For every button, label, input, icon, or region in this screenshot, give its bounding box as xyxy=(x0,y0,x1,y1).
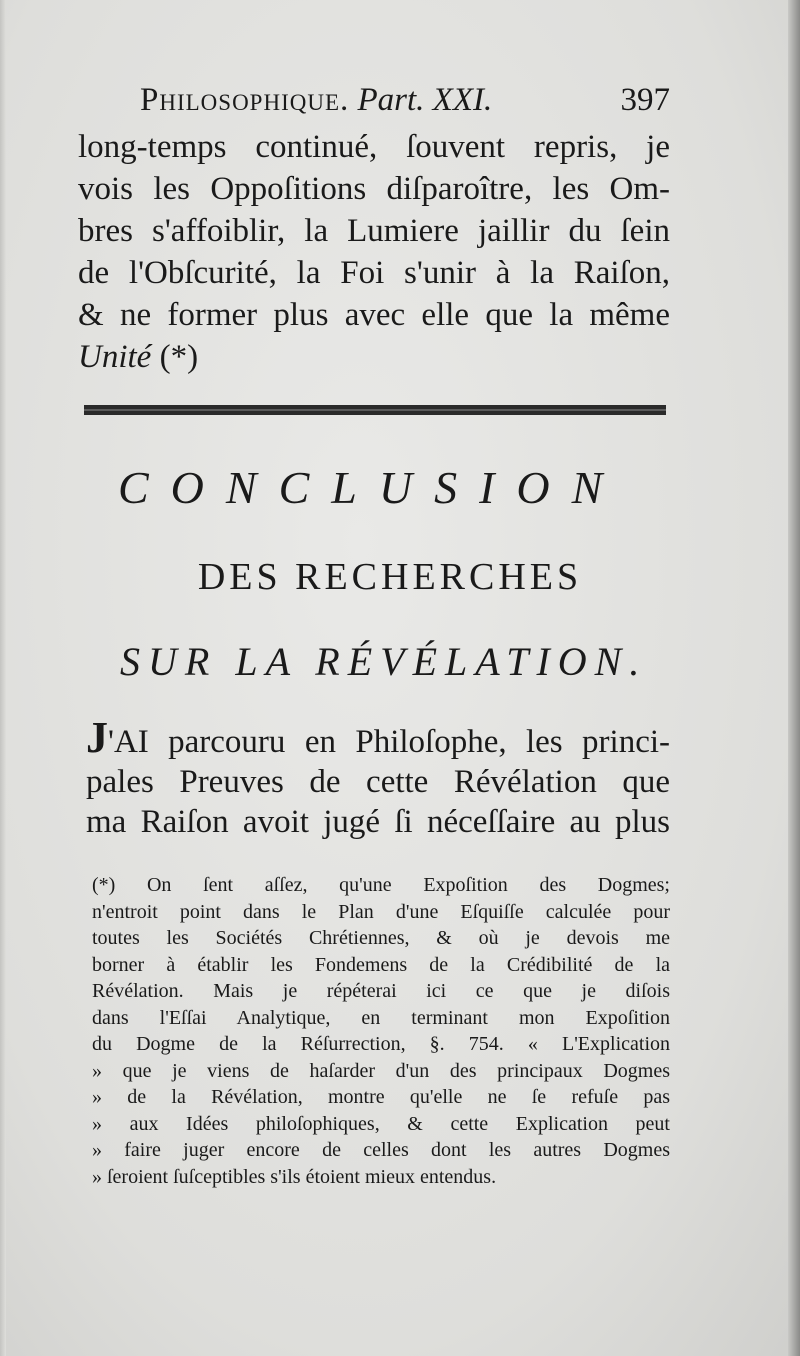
text-line: ma Raiſon avoit jugé ſi néceſſaire au plus xyxy=(86,804,670,840)
text-line: bres s'affoiblir, la Lumiere jaillir du ſein xyxy=(78,213,670,249)
opening-paragraph xyxy=(86,713,670,842)
footnote-line: » ſeroient ſuſceptibles s'ils étoient mieux entendus. xyxy=(92,1165,497,1188)
footnote-line: » faire juger encore de celles dont les autres Dogmes xyxy=(92,1139,670,1161)
footnote-line: borner à établir les Fondemens de la Crédibilité de la xyxy=(92,953,670,976)
part-label: Part. XXI. xyxy=(357,82,493,118)
text-line: de l'Obſcurité, la Foi s'unir à la Raiſon, xyxy=(78,255,670,291)
chapter-title-revelation: SUR LA RÉVÉLATION. xyxy=(120,639,648,684)
running-title: Philosophique. xyxy=(140,82,350,118)
continued-text xyxy=(78,126,670,378)
page-right-edge xyxy=(788,0,800,1356)
drop-cap: J xyxy=(86,713,108,762)
text-line: long-temps continué, ſouvent repris, je xyxy=(78,129,670,165)
unite-word: Unité xyxy=(78,339,152,375)
text-line: vois les Oppoſitions diſparoître, les Om- xyxy=(78,171,670,207)
text-line: & ne former plus avec elle que la même xyxy=(78,297,670,333)
footnote-mark: (*) xyxy=(159,339,199,375)
footnote-line: » que je viens de haſarder d'un des principaux Dogmes xyxy=(92,1059,670,1082)
page-number: 397 xyxy=(620,82,670,118)
footnote-line: du Dogme de la Réſurrection, §. 754. « L'Explication xyxy=(92,1033,670,1055)
footnote-line: toutes les Sociétés Chrétiennes, & où je devois me xyxy=(92,927,670,949)
chapter-title-recherches: DES RECHERCHES xyxy=(197,556,583,598)
running-header xyxy=(140,74,670,126)
footnote-line: » aux Idées philoſophiques, & cette Explication peut xyxy=(92,1112,670,1135)
line-rest: 'AI parcouru en Philoſophe, les princi- xyxy=(108,724,670,760)
footnote-line: (*) On ſent aſſez, qu'une Expoſition des Dogmes; xyxy=(92,874,670,896)
footnote-line: Révélation. Mais je répéterai ici ce que je diſois xyxy=(92,980,670,1002)
page-left-edge xyxy=(0,0,6,1356)
text-line xyxy=(78,336,670,378)
chapter-title-conclusion: CONCLUSION xyxy=(118,462,625,513)
footnote xyxy=(92,872,670,1190)
text-line: pales Preuves de cette Révélation que xyxy=(86,764,670,800)
text-line xyxy=(86,713,670,762)
footnote-line: dans l'Eſſai Analytique, en terminant mon Expoſition xyxy=(92,1006,670,1029)
section-rule xyxy=(84,403,666,417)
footnote-line: » de la Révélation, montre qu'elle ne ſe refuſe pas xyxy=(92,1086,670,1108)
footnote-line: n'entroit point dans le Plan d'une Eſquiſſe calculée pour xyxy=(92,900,670,923)
